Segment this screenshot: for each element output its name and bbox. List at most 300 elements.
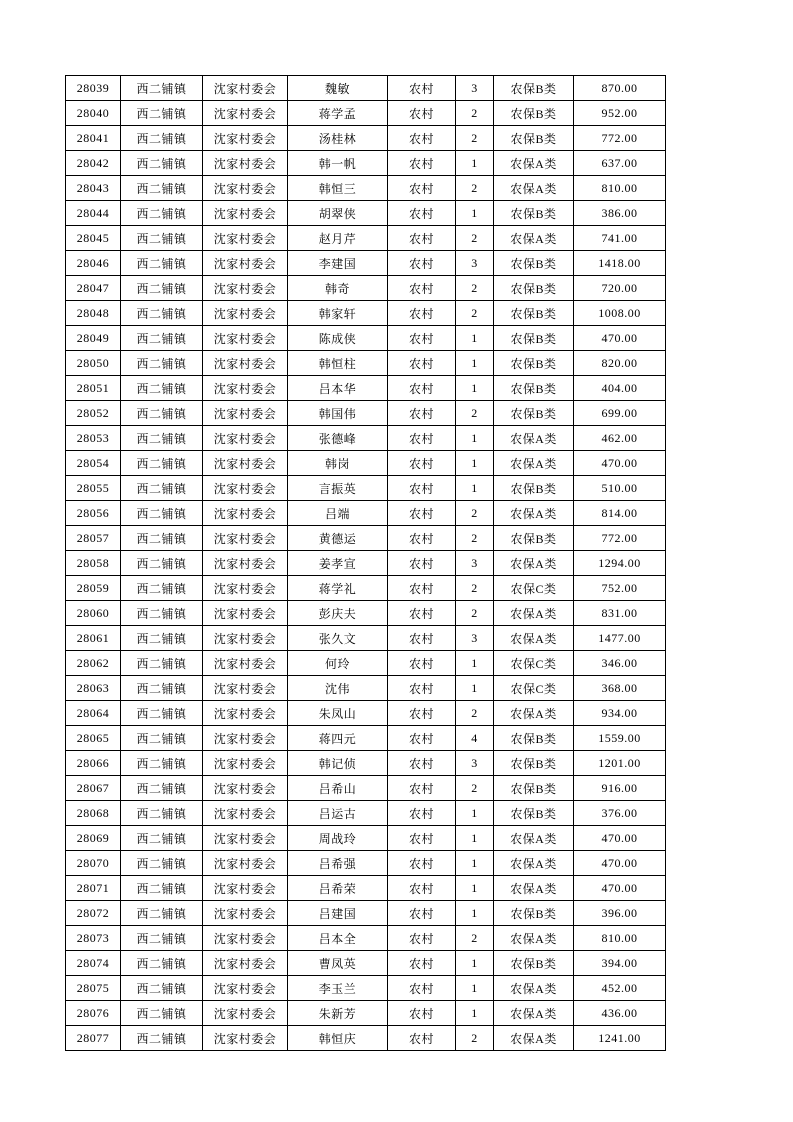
cell-amount: 452.00 (574, 976, 666, 1001)
table-row (66, 926, 666, 951)
table-row (66, 851, 666, 876)
cell-residence: 农村 (388, 976, 456, 1001)
cell-id: 28052 (66, 401, 121, 426)
cell-residence: 农村 (388, 276, 456, 301)
data-table (65, 75, 666, 1051)
cell-village: 沈家村委会 (203, 401, 288, 426)
table-row (66, 76, 666, 101)
cell-village: 沈家村委会 (203, 476, 288, 501)
cell-village: 沈家村委会 (203, 151, 288, 176)
cell-count: 4 (456, 726, 494, 751)
table-row (66, 301, 666, 326)
cell-name: 魏敏 (288, 76, 388, 101)
cell-count: 2 (456, 576, 494, 601)
cell-id: 28071 (66, 876, 121, 901)
cell-town: 西二铺镇 (121, 751, 203, 776)
cell-name: 韩家轩 (288, 301, 388, 326)
cell-village: 沈家村委会 (203, 76, 288, 101)
cell-amount: 470.00 (574, 326, 666, 351)
cell-category: 农保A类 (494, 1026, 574, 1051)
table-row (66, 951, 666, 976)
cell-id: 28070 (66, 851, 121, 876)
cell-id: 28044 (66, 201, 121, 226)
cell-amount: 470.00 (574, 451, 666, 476)
table-row (66, 701, 666, 726)
cell-amount: 376.00 (574, 801, 666, 826)
table-row (66, 326, 666, 351)
cell-name: 李建国 (288, 251, 388, 276)
cell-category: 农保B类 (494, 901, 574, 926)
cell-category: 农保B类 (494, 476, 574, 501)
cell-amount: 831.00 (574, 601, 666, 626)
cell-id: 28049 (66, 326, 121, 351)
table-row (66, 976, 666, 1001)
cell-town: 西二铺镇 (121, 501, 203, 526)
table-row (66, 676, 666, 701)
cell-id: 28048 (66, 301, 121, 326)
table-row (66, 451, 666, 476)
cell-amount: 870.00 (574, 76, 666, 101)
cell-residence: 农村 (388, 1026, 456, 1051)
cell-id: 28065 (66, 726, 121, 751)
cell-village: 沈家村委会 (203, 1026, 288, 1051)
cell-count: 1 (456, 876, 494, 901)
cell-residence: 农村 (388, 551, 456, 576)
cell-residence: 农村 (388, 151, 456, 176)
cell-residence: 农村 (388, 201, 456, 226)
cell-town: 西二铺镇 (121, 551, 203, 576)
cell-village: 沈家村委会 (203, 976, 288, 1001)
cell-count: 1 (456, 851, 494, 876)
table-row (66, 551, 666, 576)
cell-category: 农保A类 (494, 1001, 574, 1026)
cell-residence: 农村 (388, 726, 456, 751)
cell-residence: 农村 (388, 76, 456, 101)
cell-name: 曹凤英 (288, 951, 388, 976)
cell-residence: 农村 (388, 826, 456, 851)
cell-town: 西二铺镇 (121, 576, 203, 601)
table-row (66, 776, 666, 801)
cell-count: 1 (456, 451, 494, 476)
cell-name: 彭庆夫 (288, 601, 388, 626)
cell-category: 农保A类 (494, 626, 574, 651)
cell-count: 2 (456, 526, 494, 551)
cell-id: 28062 (66, 651, 121, 676)
cell-id: 28066 (66, 751, 121, 776)
table-row (66, 1001, 666, 1026)
cell-category: 农保B类 (494, 351, 574, 376)
cell-amount: 346.00 (574, 651, 666, 676)
cell-category: 农保A类 (494, 551, 574, 576)
cell-category: 农保B类 (494, 326, 574, 351)
cell-name: 沈伟 (288, 676, 388, 701)
cell-town: 西二铺镇 (121, 126, 203, 151)
table-row (66, 651, 666, 676)
cell-village: 沈家村委会 (203, 526, 288, 551)
table-row (66, 401, 666, 426)
cell-id: 28077 (66, 1026, 121, 1051)
cell-amount: 1008.00 (574, 301, 666, 326)
cell-village: 沈家村委会 (203, 951, 288, 976)
cell-residence: 农村 (388, 751, 456, 776)
cell-id: 28047 (66, 276, 121, 301)
cell-town: 西二铺镇 (121, 426, 203, 451)
cell-category: 农保A类 (494, 826, 574, 851)
cell-town: 西二铺镇 (121, 726, 203, 751)
cell-village: 沈家村委会 (203, 801, 288, 826)
cell-town: 西二铺镇 (121, 601, 203, 626)
cell-residence: 农村 (388, 626, 456, 651)
cell-town: 西二铺镇 (121, 201, 203, 226)
cell-residence: 农村 (388, 601, 456, 626)
cell-town: 西二铺镇 (121, 901, 203, 926)
cell-id: 28059 (66, 576, 121, 601)
cell-village: 沈家村委会 (203, 326, 288, 351)
cell-id: 28074 (66, 951, 121, 976)
cell-category: 农保A类 (494, 851, 574, 876)
cell-category: 农保B类 (494, 301, 574, 326)
cell-id: 28046 (66, 251, 121, 276)
cell-amount: 1559.00 (574, 726, 666, 751)
cell-residence: 农村 (388, 1001, 456, 1026)
cell-amount: 810.00 (574, 176, 666, 201)
cell-name: 韩岗 (288, 451, 388, 476)
cell-residence: 农村 (388, 801, 456, 826)
cell-category: 农保A类 (494, 926, 574, 951)
cell-residence: 农村 (388, 651, 456, 676)
cell-amount: 1241.00 (574, 1026, 666, 1051)
cell-name: 吕端 (288, 501, 388, 526)
cell-id: 28063 (66, 676, 121, 701)
cell-category: 农保B类 (494, 76, 574, 101)
cell-residence: 农村 (388, 301, 456, 326)
cell-category: 农保A类 (494, 226, 574, 251)
table-row (66, 626, 666, 651)
cell-town: 西二铺镇 (121, 1001, 203, 1026)
cell-category: 农保A类 (494, 601, 574, 626)
cell-count: 1 (456, 951, 494, 976)
cell-category: 农保A类 (494, 151, 574, 176)
cell-amount: 394.00 (574, 951, 666, 976)
cell-village: 沈家村委会 (203, 176, 288, 201)
cell-category: 农保B类 (494, 251, 574, 276)
cell-village: 沈家村委会 (203, 201, 288, 226)
cell-name: 李玉兰 (288, 976, 388, 1001)
cell-town: 西二铺镇 (121, 626, 203, 651)
cell-town: 西二铺镇 (121, 676, 203, 701)
table-row (66, 751, 666, 776)
cell-count: 3 (456, 251, 494, 276)
cell-village: 沈家村委会 (203, 251, 288, 276)
cell-town: 西二铺镇 (121, 326, 203, 351)
cell-name: 胡翠侠 (288, 201, 388, 226)
cell-id: 28060 (66, 601, 121, 626)
cell-category: 农保B类 (494, 376, 574, 401)
cell-id: 28076 (66, 1001, 121, 1026)
cell-name: 韩记侦 (288, 751, 388, 776)
cell-amount: 637.00 (574, 151, 666, 176)
cell-name: 张久文 (288, 626, 388, 651)
cell-residence: 农村 (388, 951, 456, 976)
cell-amount: 404.00 (574, 376, 666, 401)
cell-name: 吕建国 (288, 901, 388, 926)
cell-count: 1 (456, 901, 494, 926)
cell-id: 28068 (66, 801, 121, 826)
cell-amount: 699.00 (574, 401, 666, 426)
cell-name: 吕本全 (288, 926, 388, 951)
cell-residence: 农村 (388, 226, 456, 251)
cell-id: 28057 (66, 526, 121, 551)
cell-residence: 农村 (388, 576, 456, 601)
cell-category: 农保A类 (494, 701, 574, 726)
table-row (66, 726, 666, 751)
cell-name: 韩恒三 (288, 176, 388, 201)
cell-town: 西二铺镇 (121, 401, 203, 426)
cell-category: 农保B类 (494, 526, 574, 551)
cell-village: 沈家村委会 (203, 376, 288, 401)
cell-residence: 农村 (388, 376, 456, 401)
cell-count: 2 (456, 276, 494, 301)
cell-category: 农保B类 (494, 401, 574, 426)
cell-count: 2 (456, 701, 494, 726)
table-row (66, 576, 666, 601)
cell-village: 沈家村委会 (203, 226, 288, 251)
cell-town: 西二铺镇 (121, 151, 203, 176)
cell-village: 沈家村委会 (203, 301, 288, 326)
cell-count: 3 (456, 751, 494, 776)
cell-village: 沈家村委会 (203, 501, 288, 526)
cell-village: 沈家村委会 (203, 601, 288, 626)
table-row (66, 501, 666, 526)
cell-town: 西二铺镇 (121, 926, 203, 951)
table-row (66, 601, 666, 626)
cell-id: 28054 (66, 451, 121, 476)
table-row (66, 251, 666, 276)
cell-name: 姜孝宣 (288, 551, 388, 576)
table-sheet (65, 75, 666, 1051)
cell-amount: 510.00 (574, 476, 666, 501)
cell-name: 朱新芳 (288, 1001, 388, 1026)
cell-residence: 农村 (388, 176, 456, 201)
cell-town: 西二铺镇 (121, 376, 203, 401)
table-body (66, 76, 666, 1051)
cell-residence: 农村 (388, 926, 456, 951)
table-row (66, 376, 666, 401)
cell-id: 28058 (66, 551, 121, 576)
cell-amount: 952.00 (574, 101, 666, 126)
cell-count: 2 (456, 301, 494, 326)
cell-village: 沈家村委会 (203, 751, 288, 776)
cell-residence: 农村 (388, 101, 456, 126)
cell-village: 沈家村委会 (203, 876, 288, 901)
cell-village: 沈家村委会 (203, 126, 288, 151)
table-row (66, 101, 666, 126)
cell-village: 沈家村委会 (203, 701, 288, 726)
cell-amount: 470.00 (574, 876, 666, 901)
cell-amount: 752.00 (574, 576, 666, 601)
cell-id: 28042 (66, 151, 121, 176)
table-row (66, 801, 666, 826)
cell-category: 农保B类 (494, 801, 574, 826)
cell-amount: 916.00 (574, 776, 666, 801)
table-row (66, 1026, 666, 1051)
table-row (66, 901, 666, 926)
cell-village: 沈家村委会 (203, 676, 288, 701)
cell-village: 沈家村委会 (203, 826, 288, 851)
cell-town: 西二铺镇 (121, 251, 203, 276)
cell-residence: 农村 (388, 776, 456, 801)
cell-category: 农保B类 (494, 951, 574, 976)
cell-residence: 农村 (388, 426, 456, 451)
cell-id: 28045 (66, 226, 121, 251)
cell-id: 28072 (66, 901, 121, 926)
cell-amount: 1201.00 (574, 751, 666, 776)
cell-residence: 农村 (388, 326, 456, 351)
cell-category: 农保B类 (494, 101, 574, 126)
cell-category: 农保A类 (494, 501, 574, 526)
cell-amount: 386.00 (574, 201, 666, 226)
cell-category: 农保B类 (494, 726, 574, 751)
cell-village: 沈家村委会 (203, 851, 288, 876)
cell-village: 沈家村委会 (203, 651, 288, 676)
cell-residence: 农村 (388, 351, 456, 376)
cell-village: 沈家村委会 (203, 926, 288, 951)
cell-name: 吕本华 (288, 376, 388, 401)
cell-residence: 农村 (388, 526, 456, 551)
table-row (66, 201, 666, 226)
cell-residence: 农村 (388, 251, 456, 276)
cell-amount: 772.00 (574, 126, 666, 151)
cell-town: 西二铺镇 (121, 101, 203, 126)
table-row (66, 476, 666, 501)
cell-amount: 772.00 (574, 526, 666, 551)
cell-id: 28069 (66, 826, 121, 851)
cell-town: 西二铺镇 (121, 851, 203, 876)
cell-category: 农保B类 (494, 751, 574, 776)
cell-residence: 农村 (388, 851, 456, 876)
cell-count: 2 (456, 926, 494, 951)
cell-id: 28053 (66, 426, 121, 451)
cell-id: 28075 (66, 976, 121, 1001)
cell-name: 韩奇 (288, 276, 388, 301)
cell-name: 赵月芹 (288, 226, 388, 251)
cell-town: 西二铺镇 (121, 76, 203, 101)
cell-village: 沈家村委会 (203, 101, 288, 126)
cell-count: 2 (456, 776, 494, 801)
cell-village: 沈家村委会 (203, 351, 288, 376)
cell-count: 2 (456, 501, 494, 526)
cell-count: 3 (456, 76, 494, 101)
cell-town: 西二铺镇 (121, 301, 203, 326)
cell-name: 周战玲 (288, 826, 388, 851)
cell-amount: 470.00 (574, 851, 666, 876)
cell-id: 28067 (66, 776, 121, 801)
cell-town: 西二铺镇 (121, 276, 203, 301)
table-row (66, 351, 666, 376)
cell-count: 1 (456, 201, 494, 226)
cell-name: 吕希强 (288, 851, 388, 876)
cell-id: 28041 (66, 126, 121, 151)
cell-town: 西二铺镇 (121, 1026, 203, 1051)
cell-amount: 741.00 (574, 226, 666, 251)
cell-name: 吕希荣 (288, 876, 388, 901)
cell-town: 西二铺镇 (121, 351, 203, 376)
cell-town: 西二铺镇 (121, 526, 203, 551)
cell-category: 农保B类 (494, 776, 574, 801)
cell-category: 农保B类 (494, 201, 574, 226)
cell-name: 张德峰 (288, 426, 388, 451)
cell-count: 2 (456, 401, 494, 426)
cell-village: 沈家村委会 (203, 776, 288, 801)
cell-category: 农保C类 (494, 676, 574, 701)
cell-id: 28051 (66, 376, 121, 401)
cell-town: 西二铺镇 (121, 801, 203, 826)
cell-residence: 农村 (388, 701, 456, 726)
cell-category: 农保A类 (494, 176, 574, 201)
cell-village: 沈家村委会 (203, 576, 288, 601)
cell-name: 蒋学孟 (288, 101, 388, 126)
cell-village: 沈家村委会 (203, 276, 288, 301)
cell-residence: 农村 (388, 401, 456, 426)
cell-name: 韩恒柱 (288, 351, 388, 376)
cell-amount: 436.00 (574, 1001, 666, 1026)
cell-name: 吕运古 (288, 801, 388, 826)
cell-amount: 810.00 (574, 926, 666, 951)
cell-name: 黄德运 (288, 526, 388, 551)
cell-count: 2 (456, 601, 494, 626)
cell-count: 3 (456, 551, 494, 576)
cell-count: 2 (456, 226, 494, 251)
table-row (66, 876, 666, 901)
cell-residence: 农村 (388, 501, 456, 526)
cell-category: 农保A类 (494, 976, 574, 1001)
cell-count: 1 (456, 826, 494, 851)
cell-category: 农保A类 (494, 426, 574, 451)
cell-amount: 462.00 (574, 426, 666, 451)
cell-town: 西二铺镇 (121, 701, 203, 726)
table-row (66, 151, 666, 176)
cell-name: 蒋学礼 (288, 576, 388, 601)
cell-count: 3 (456, 626, 494, 651)
cell-amount: 1477.00 (574, 626, 666, 651)
cell-village: 沈家村委会 (203, 451, 288, 476)
cell-id: 28050 (66, 351, 121, 376)
table-row (66, 826, 666, 851)
cell-residence: 农村 (388, 676, 456, 701)
cell-name: 蒋四元 (288, 726, 388, 751)
cell-id: 28073 (66, 926, 121, 951)
cell-id: 28039 (66, 76, 121, 101)
cell-id: 28040 (66, 101, 121, 126)
cell-count: 1 (456, 476, 494, 501)
cell-town: 西二铺镇 (121, 176, 203, 201)
cell-name: 吕希山 (288, 776, 388, 801)
cell-id: 28056 (66, 501, 121, 526)
cell-town: 西二铺镇 (121, 451, 203, 476)
cell-category: 农保A类 (494, 451, 574, 476)
cell-town: 西二铺镇 (121, 651, 203, 676)
cell-id: 28043 (66, 176, 121, 201)
cell-category: 农保C类 (494, 651, 574, 676)
cell-town: 西二铺镇 (121, 876, 203, 901)
cell-amount: 814.00 (574, 501, 666, 526)
table-row (66, 176, 666, 201)
table-row (66, 426, 666, 451)
cell-town: 西二铺镇 (121, 476, 203, 501)
cell-id: 28055 (66, 476, 121, 501)
cell-village: 沈家村委会 (203, 551, 288, 576)
cell-residence: 农村 (388, 451, 456, 476)
